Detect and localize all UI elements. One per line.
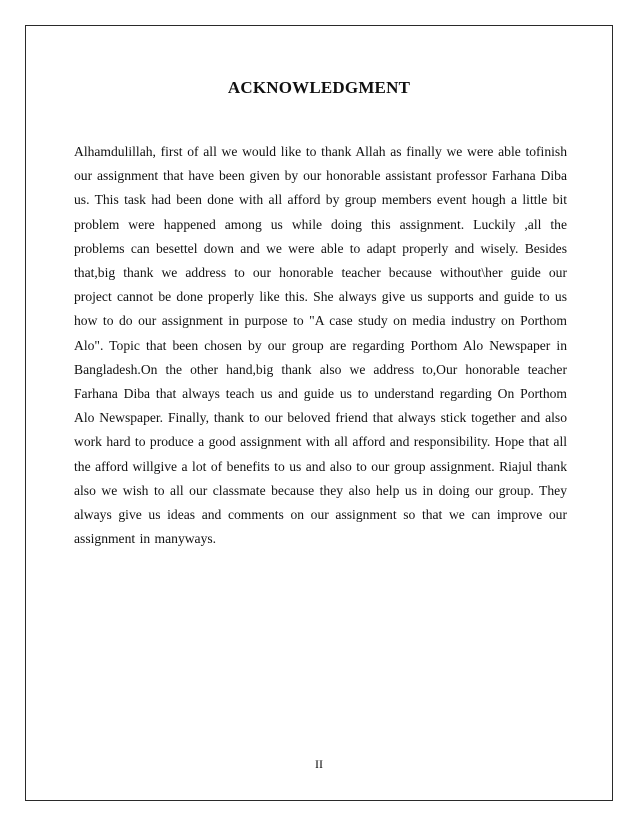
page-number: II bbox=[315, 757, 323, 771]
acknowledgment-paragraph: Alhamdulillah, first of all we would like to thank Allah as finally we were able tofinish our assignment that have been given by our honorable assistant professor Farhana Diba us. This task had been done with all afford by group members event hough a little bit problem were happened among us while doing this assignment. Luckily ,all the problems can besettel down and we were able to adapt properly and wisely. Besides that,big thank we address to our honorable teacher because without\her guide our project cannot be done properly like this. She always give us supports and guide to us how to do our assignment in purpose to "A case study on media industry on Porthom Alo". Topic that been chosen by our group are regarding Porthom Alo Newspaper in Bangladesh.On the other hand,big thank also we address to,Our honorable teacher Farhana Diba that always teach us and guide us to understand regarding On Porthom Alo Newspaper. Finally, thank to our beloved friend that always stick together and also work hard to produce a good assignment with all afford and responsibility. Hope that all the afford willgive a lot of benefits to us and also to our group assignment. Riajul thank also we wish to all our classmate because they also help us in doing our group. They always give us ideas and comments on our assignment so that we can improve our assignment in manyways. bbox=[74, 144, 567, 547]
page-title: ACKNOWLEDGMENT bbox=[227, 78, 411, 97]
